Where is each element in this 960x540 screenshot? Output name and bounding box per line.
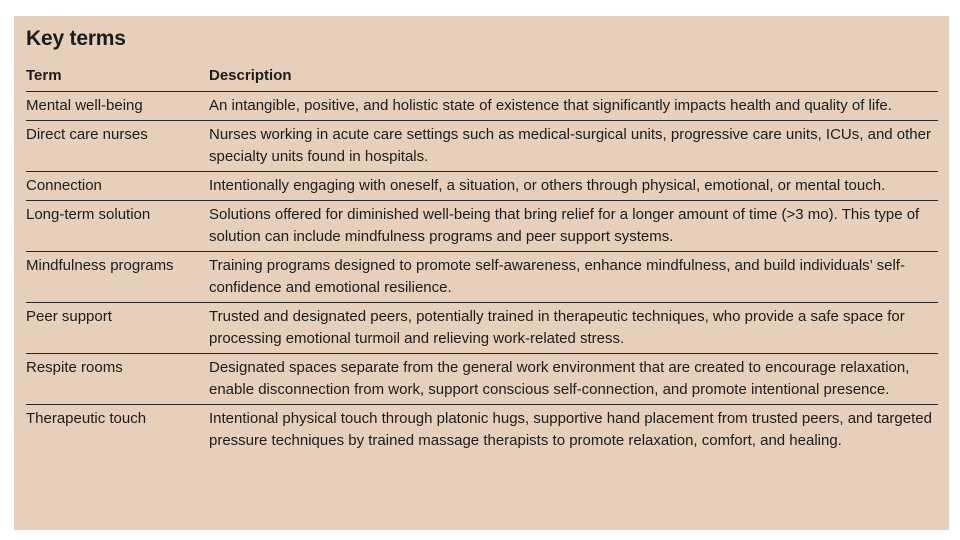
description-cell: Designated spaces separate from the general work environment that are created to encourage relaxation, enable disconnection from work, support conscious self-connection, and promote intentional presence. [209,354,938,405]
term-cell: Direct care nurses [26,121,209,172]
term-column-header: Term [26,65,209,92]
description-cell: Intentional physical touch through platonic hugs, supportive hand placement from trusted peers, and targeted pressure techniques by trained massage therapists to promote relaxation, comfort, and healing. [209,410,932,449]
term-cell: Therapeutic touch [26,410,147,427]
description-cell: Training programs designed to promote self-awareness, enhance mindfulness, and build individuals’ self-confidence and emotional resilience. [209,252,938,303]
term-cell: Respite rooms [26,354,209,405]
term-cell: Peer support [26,303,209,354]
description-cell: Trusted and designated peers, potentially trained in therapeutic techniques, who provide a safe space for processing emotional turmoil and relieving work-related stress. [209,303,938,354]
table-row [26,252,938,303]
box-title: Key terms [26,27,126,50]
table-row [26,121,938,172]
term-cell: Connection [26,172,209,201]
table-row [26,201,938,252]
description-cell: Intentionally engaging with oneself, a situation, or others through physical, emotional, or mental touch. [209,172,938,201]
description-cell: Solutions offered for diminished well-being that bring relief for a longer amount of time (>3 mo). This type of solution can include mindfulness programs and peer support systems. [209,201,938,252]
table-row [26,303,938,354]
table-row [26,405,938,456]
term-cell: Mindfulness programs [26,252,209,303]
key-terms-table [26,65,938,455]
description-column-header: Description [209,65,938,92]
description-cell: An intangible, positive, and holistic state of existence that significantly impacts health and quality of life. [209,92,938,121]
table-header-row [26,65,938,92]
term-cell: Mental well-being [26,92,209,121]
table-row [26,172,938,201]
key-terms-box [14,16,949,530]
table-row [26,354,938,405]
table-row [26,92,938,121]
description-cell: Nurses working in acute care settings such as medical-surgical units, progressive care units, ICUs, and other specialty units found in hospitals. [209,121,938,172]
term-cell: Long-term solution [26,201,209,252]
